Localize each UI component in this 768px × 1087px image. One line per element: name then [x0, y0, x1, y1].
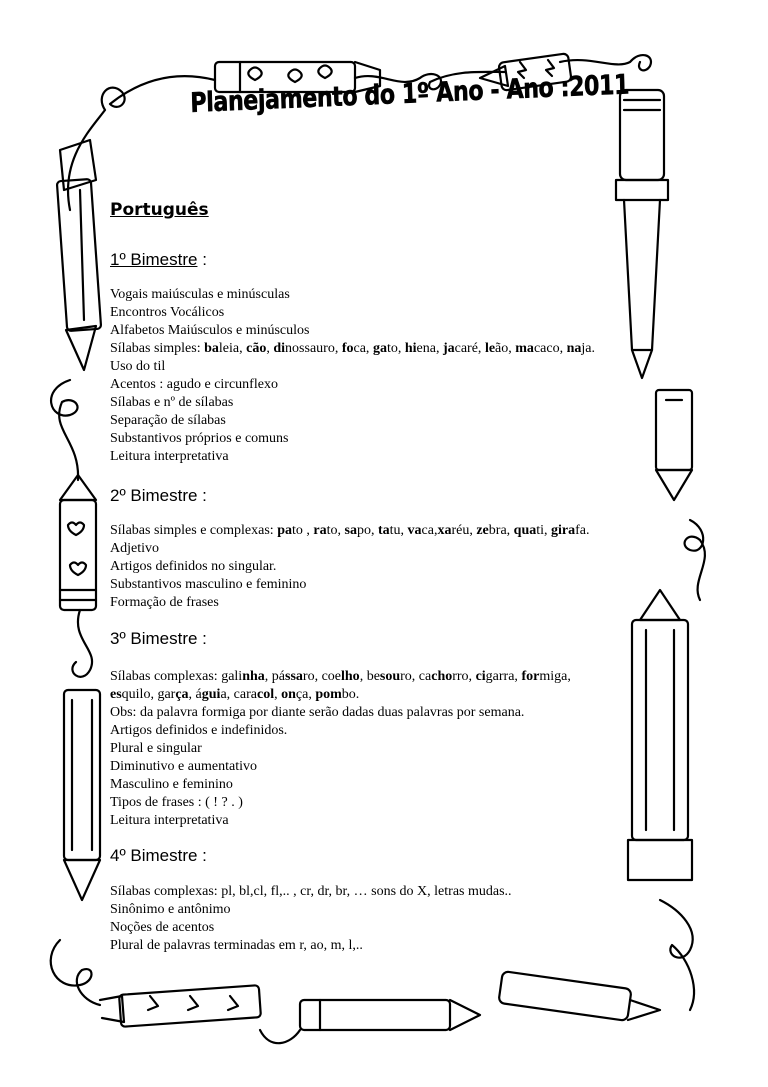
content-line: Artigos definidos no singular. [110, 559, 277, 574]
content-line: esquilo, garça, águia, caracol, onça, pombo. [110, 687, 360, 702]
content-line: Separação de sílabas [110, 413, 226, 428]
document-page [110, 0, 670, 1087]
content-line: Sílabas simples: baleia, cão, dinossauro, foca, gato, hiena, jacaré, leão, macaco, naja. [110, 341, 595, 356]
bottom-left-swirl [51, 940, 100, 1005]
content-line: Plural de palavras terminadas em r, ao, m, l,.. [110, 938, 363, 953]
right-swirl-mid [685, 520, 705, 600]
content-line: Vogais maiúsculas e minúsculas [110, 287, 290, 302]
left-pencil-mid [60, 475, 96, 610]
left-pen-low [64, 690, 100, 900]
section-1-heading [110, 250, 207, 270]
content-line: Encontros Vocálicos [110, 305, 225, 320]
content-line: Plural e singular [110, 741, 202, 756]
content-line: Sílabas complexas: galinha, pássaro, coelho, besouro, cachorro, cigarra, formiga, [110, 669, 571, 684]
content-line: Leitura interpretativa [110, 813, 229, 828]
content-line: Tipos de frases : ( ! ? . ) [110, 795, 243, 810]
content-line: Diminutivo e aumentativo [110, 759, 257, 774]
content-line: Sinônimo e antônimo [110, 902, 231, 917]
content-line: Substantivos próprios e comuns [110, 431, 289, 446]
section-1-heading-label: 1º Bimestre [110, 250, 198, 269]
section-3-content [110, 668, 670, 830]
left-swirl-low [72, 610, 92, 677]
section-2-heading: 2º Bimestre : [110, 486, 207, 505]
content-line: Noções de acentos [110, 920, 215, 935]
left-swirl-mid [51, 380, 78, 480]
page-title: Planejamento do 1º Ano - Ano :2011 [190, 69, 630, 119]
content-line: Artigos definidos e indefinidos. [110, 723, 288, 738]
content-line: Uso do til [110, 359, 166, 374]
section-4-content [110, 883, 670, 955]
content-line: Sílabas e nº de sílabas [110, 395, 234, 410]
content-line: Obs: da palavra formiga por diante serão dadas duas palavras por semana. [110, 705, 525, 720]
section-1-heading-suffix: : [197, 250, 207, 269]
content-line: Masculino e feminino [110, 777, 233, 792]
content-line: Substantivos masculino e feminino [110, 577, 307, 592]
content-line: Formação de frases [110, 595, 219, 610]
section-1-content [110, 286, 670, 466]
left-pen-top [57, 140, 101, 370]
content-line: Leitura interpretativa [110, 449, 229, 464]
section-2-content [110, 522, 670, 612]
section-3-heading: 3º Bimestre : [110, 629, 207, 648]
section-4-heading: 4º Bimestre : [110, 846, 207, 865]
content-line: Alfabetos Maiúsculos e minúsculos [110, 323, 310, 338]
content-line: Sílabas complexas: pl, bl,cl, fl,.. , cr, dr, br, … sons do X, letras mudas.. [110, 884, 512, 899]
content-line: Sílabas simples e complexas: pato , rato, sapo, tatu, vaca,xaréu, zebra, quati, girafa. [110, 523, 590, 538]
subject-heading: Português [110, 200, 209, 220]
content-line: Adjetivo [110, 541, 159, 556]
content-line: Acentos : agudo e circunflexo [110, 377, 278, 392]
